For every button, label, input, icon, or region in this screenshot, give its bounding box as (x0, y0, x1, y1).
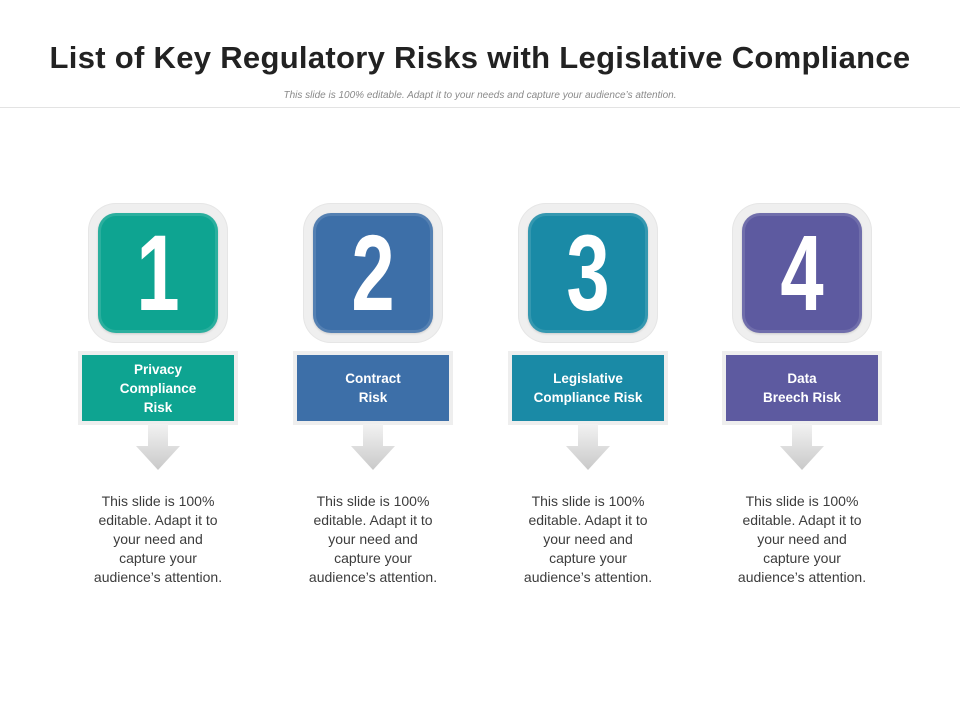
step-3 (508, 200, 668, 600)
step-label: Contract Risk (297, 355, 449, 421)
label-frame (508, 351, 668, 425)
step-2 (293, 200, 453, 600)
number-tile-frame (303, 203, 443, 343)
label-frame (293, 351, 453, 425)
step-number: 4 (780, 213, 824, 333)
header-divider (0, 107, 960, 108)
number-tile-frame (732, 203, 872, 343)
arrow-down-icon (349, 424, 397, 472)
step-description: This slide is 100% editable. Adapt it to your need and capture your audience’s attention. (93, 493, 223, 585)
page-subtitle: This slide is 100% editable. Adapt it to your needs and capture your audience’s attention. (283, 90, 677, 101)
step-4 (722, 200, 882, 600)
arrow-down-icon (564, 424, 612, 472)
label-frame (78, 351, 238, 425)
number-tile (313, 213, 433, 333)
number-tile-frame (518, 203, 658, 343)
step-number: 3 (566, 213, 610, 333)
label-frame (722, 351, 882, 425)
step-label: Legislative Compliance Risk (512, 355, 664, 421)
number-tile (528, 213, 648, 333)
number-tile-frame (88, 203, 228, 343)
arrow-down-icon (778, 424, 826, 472)
step-description: This slide is 100% editable. Adapt it to your need and capture your audience’s attention. (308, 493, 438, 585)
arrow-down-icon (134, 424, 182, 472)
step-number: 2 (351, 213, 395, 333)
page-title: List of Key Regulatory Risks with Legislative Compliance (49, 40, 911, 75)
step-1 (78, 200, 238, 600)
step-description: This slide is 100% editable. Adapt it to your need and capture your audience’s attention. (737, 493, 867, 585)
step-number: 1 (136, 213, 180, 333)
number-tile (742, 213, 862, 333)
step-label: Privacy Compliance Risk (82, 355, 234, 421)
step-label: Data Breech Risk (726, 355, 878, 421)
step-description: This slide is 100% editable. Adapt it to your need and capture your audience’s attention. (523, 493, 653, 585)
number-tile (98, 213, 218, 333)
